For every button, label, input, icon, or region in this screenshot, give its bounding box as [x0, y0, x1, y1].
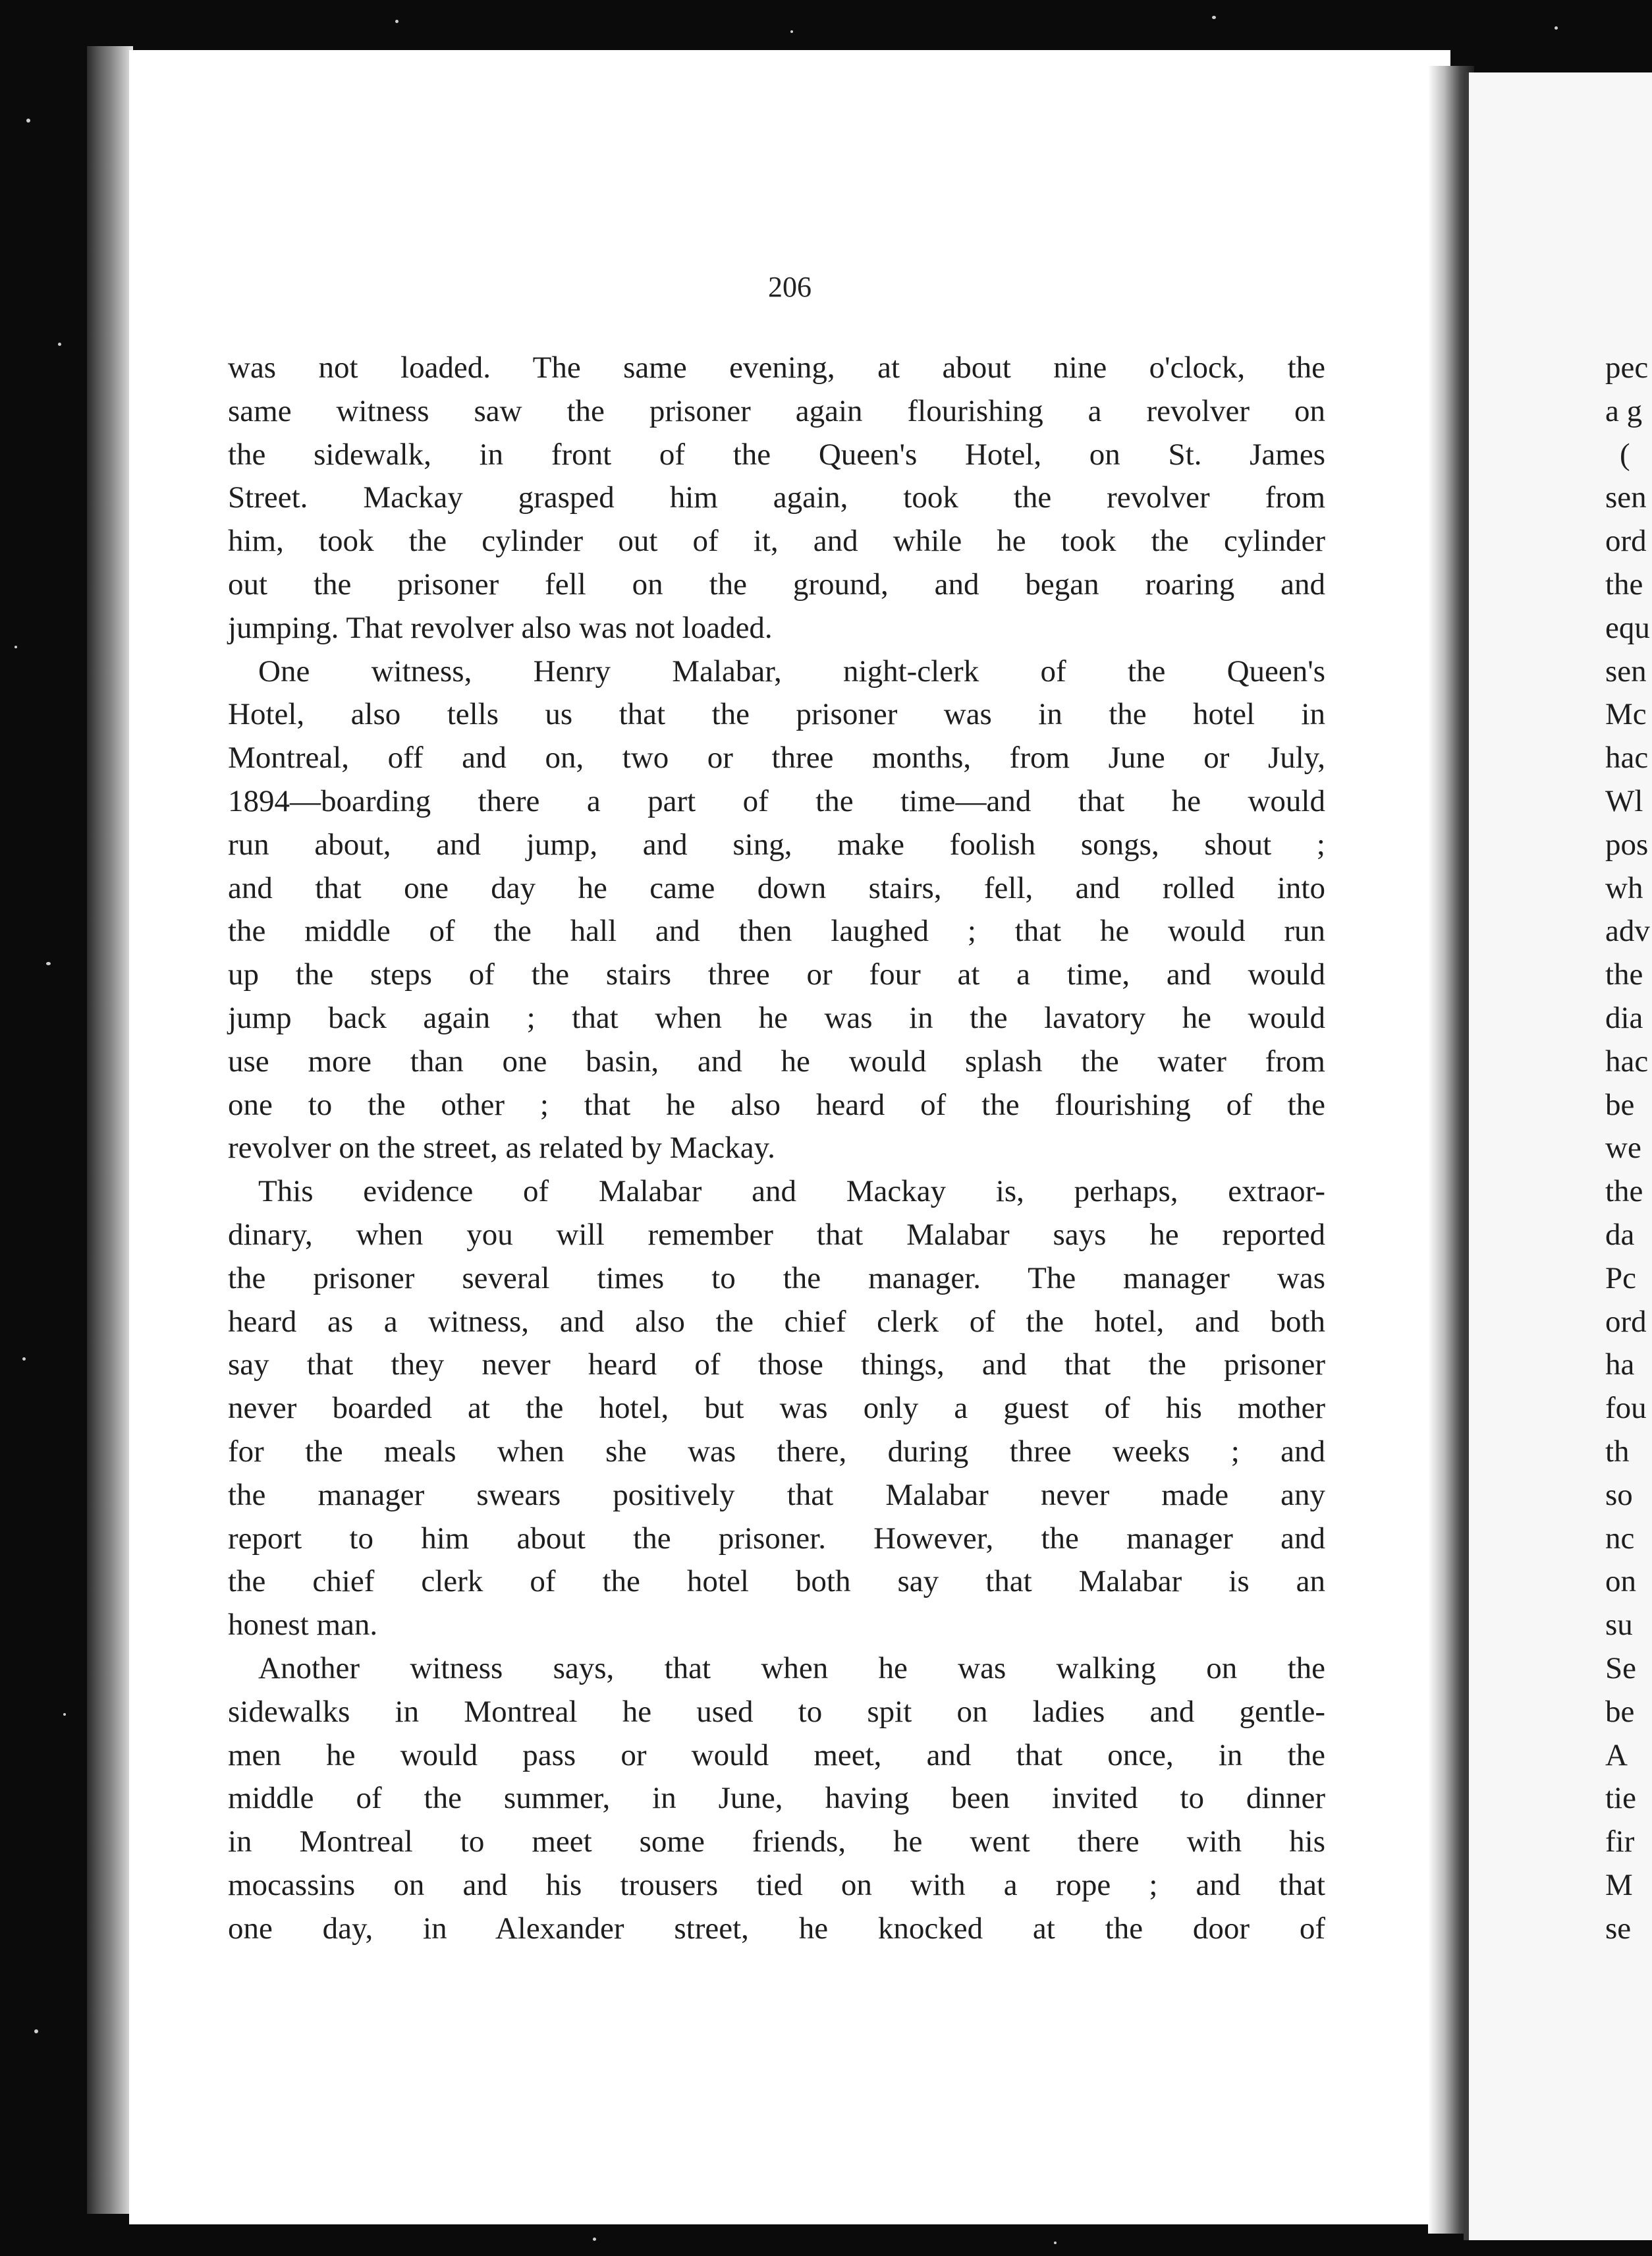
- text-fragment: th: [1605, 1434, 1630, 1469]
- text-line: for the meals when she was there, during three weeks ; and: [228, 1434, 1325, 1469]
- text-line: out the prisoner fell on the ground, and began roaring and: [228, 567, 1325, 602]
- text-fragment: su: [1605, 1608, 1633, 1643]
- text-line: One witness, Henry Malabar, night-clerk of the Queen's: [258, 654, 1325, 689]
- text-fragment: M: [1605, 1867, 1633, 1902]
- text-fragment: pos: [1605, 827, 1649, 862]
- text-fragment: pec: [1605, 351, 1649, 385]
- text-line: one to the other ; that he also heard of the flourishing of the: [228, 1087, 1325, 1122]
- text-line: the sidewalk, in front of the Queen's Hotel, on St. James: [228, 437, 1325, 472]
- text-fragment: A: [1605, 1737, 1628, 1772]
- text-fragment: ord: [1605, 1304, 1647, 1339]
- text-line: Hotel, also tells us that the prisoner was in the hotel in: [228, 697, 1325, 732]
- text-line: use more than one basin, and he would splash the water from: [228, 1044, 1325, 1079]
- page-number: 206: [768, 271, 812, 303]
- text-fragment: Se: [1605, 1650, 1636, 1685]
- text-line: middle of the summer, in June, having been invited to dinner: [228, 1781, 1325, 1816]
- right-page-cropped-text: [1605, 347, 1652, 1950]
- text-fragment: Pc: [1605, 1260, 1636, 1295]
- text-line: 1894—boarding there a part of the time—and that he would: [228, 783, 1325, 818]
- text-line: the manager swears positively that Malabar never made any: [228, 1477, 1325, 1512]
- text-fragment: on: [1605, 1564, 1636, 1599]
- text-line: mocassins on and his trousers tied on with a rope ; and that: [228, 1867, 1325, 1902]
- text-line: jump back again ; that when he was in the lavatory he would: [228, 1000, 1325, 1035]
- text-fragment: the: [1605, 567, 1643, 602]
- text-line: honest man.: [228, 1608, 378, 1643]
- text-line: heard as a witness, and also the chief clerk of the hotel, and both: [228, 1304, 1325, 1339]
- text-fragment: hac: [1605, 1044, 1649, 1079]
- text-fragment: ha: [1605, 1347, 1635, 1382]
- text-fragment: dia: [1605, 1000, 1643, 1035]
- text-line: dinary, when you will remember that Malabar says he reported: [228, 1217, 1325, 1252]
- text-line: revolver on the street, as related by Mackay.: [228, 1131, 775, 1166]
- text-fragment: Mc: [1605, 697, 1647, 732]
- text-fragment: so: [1605, 1477, 1633, 1512]
- left-page-body-text: [228, 347, 1325, 1950]
- text-line: never boarded at the hotel, but was only a guest of his mother: [228, 1391, 1325, 1426]
- text-fragment: (: [1620, 437, 1630, 472]
- text-fragment: be: [1605, 1087, 1635, 1122]
- page-binding-edge: [87, 46, 133, 2214]
- text-fragment: fou: [1605, 1391, 1647, 1426]
- text-line: men he would pass or would meet, and that once, in the: [228, 1737, 1325, 1772]
- text-line: the chief clerk of the hotel both say that Malabar is an: [228, 1564, 1325, 1599]
- text-fragment: be: [1605, 1694, 1635, 1729]
- text-fragment: ord: [1605, 524, 1647, 559]
- text-line: in Montreal to meet some friends, he went there with his: [228, 1824, 1325, 1859]
- text-line: say that they never heard of those things, and that the prisoner: [228, 1347, 1325, 1382]
- text-fragment: the: [1605, 1174, 1643, 1209]
- text-line: report to him about the prisoner. However, the manager and: [228, 1521, 1325, 1556]
- text-line: same witness saw the prisoner again flourishing a revolver on: [228, 393, 1325, 428]
- text-fragment: da: [1605, 1217, 1635, 1252]
- text-fragment: tie: [1605, 1781, 1636, 1816]
- text-line: the middle of the hall and then laughed ; that he would run: [228, 914, 1325, 949]
- text-line: Street. Mackay grasped him again, took the revolver from: [228, 480, 1325, 515]
- text-line: sidewalks in Montreal he used to spit on ladies and gentle-: [228, 1694, 1325, 1729]
- text-line: This evidence of Malabar and Mackay is, perhaps, extraor-: [258, 1174, 1325, 1209]
- text-fragment: se: [1605, 1911, 1632, 1946]
- text-fragment: fir: [1605, 1824, 1635, 1859]
- text-fragment: equ: [1605, 610, 1650, 645]
- text-line: Montreal, off and on, two or three months, from June or July,: [228, 741, 1325, 776]
- text-line: run about, and jump, and sing, make foolish songs, shout ;: [228, 827, 1325, 862]
- text-fragment: Wl: [1605, 783, 1643, 818]
- text-fragment: wh: [1605, 870, 1643, 905]
- text-line: was not loaded. The same evening, at about nine o'clock, the: [228, 351, 1325, 385]
- text-line: one day, in Alexander street, he knocked at the door of: [228, 1911, 1325, 1946]
- text-fragment: sen: [1605, 654, 1647, 689]
- text-line: the prisoner several times to the manager. The manager was: [228, 1260, 1325, 1295]
- text-fragment: the: [1605, 957, 1643, 992]
- text-fragment: we: [1605, 1131, 1641, 1166]
- text-line: and that one day he came down stairs, fell, and rolled into: [228, 870, 1325, 905]
- text-fragment: nc: [1605, 1521, 1635, 1556]
- text-fragment: sen: [1605, 480, 1647, 515]
- text-fragment: adv: [1605, 914, 1650, 949]
- text-fragment: hac: [1605, 741, 1649, 776]
- text-line: jumping. That revolver also was not loaded.: [228, 610, 773, 645]
- text-fragment: a g: [1605, 393, 1643, 428]
- text-line: up the steps of the stairs three or four at a time, and would: [228, 957, 1325, 992]
- text-line: him, took the cylinder out of it, and while he took the cylinder: [228, 524, 1325, 559]
- text-line: Another witness says, that when he was walking on the: [258, 1650, 1325, 1685]
